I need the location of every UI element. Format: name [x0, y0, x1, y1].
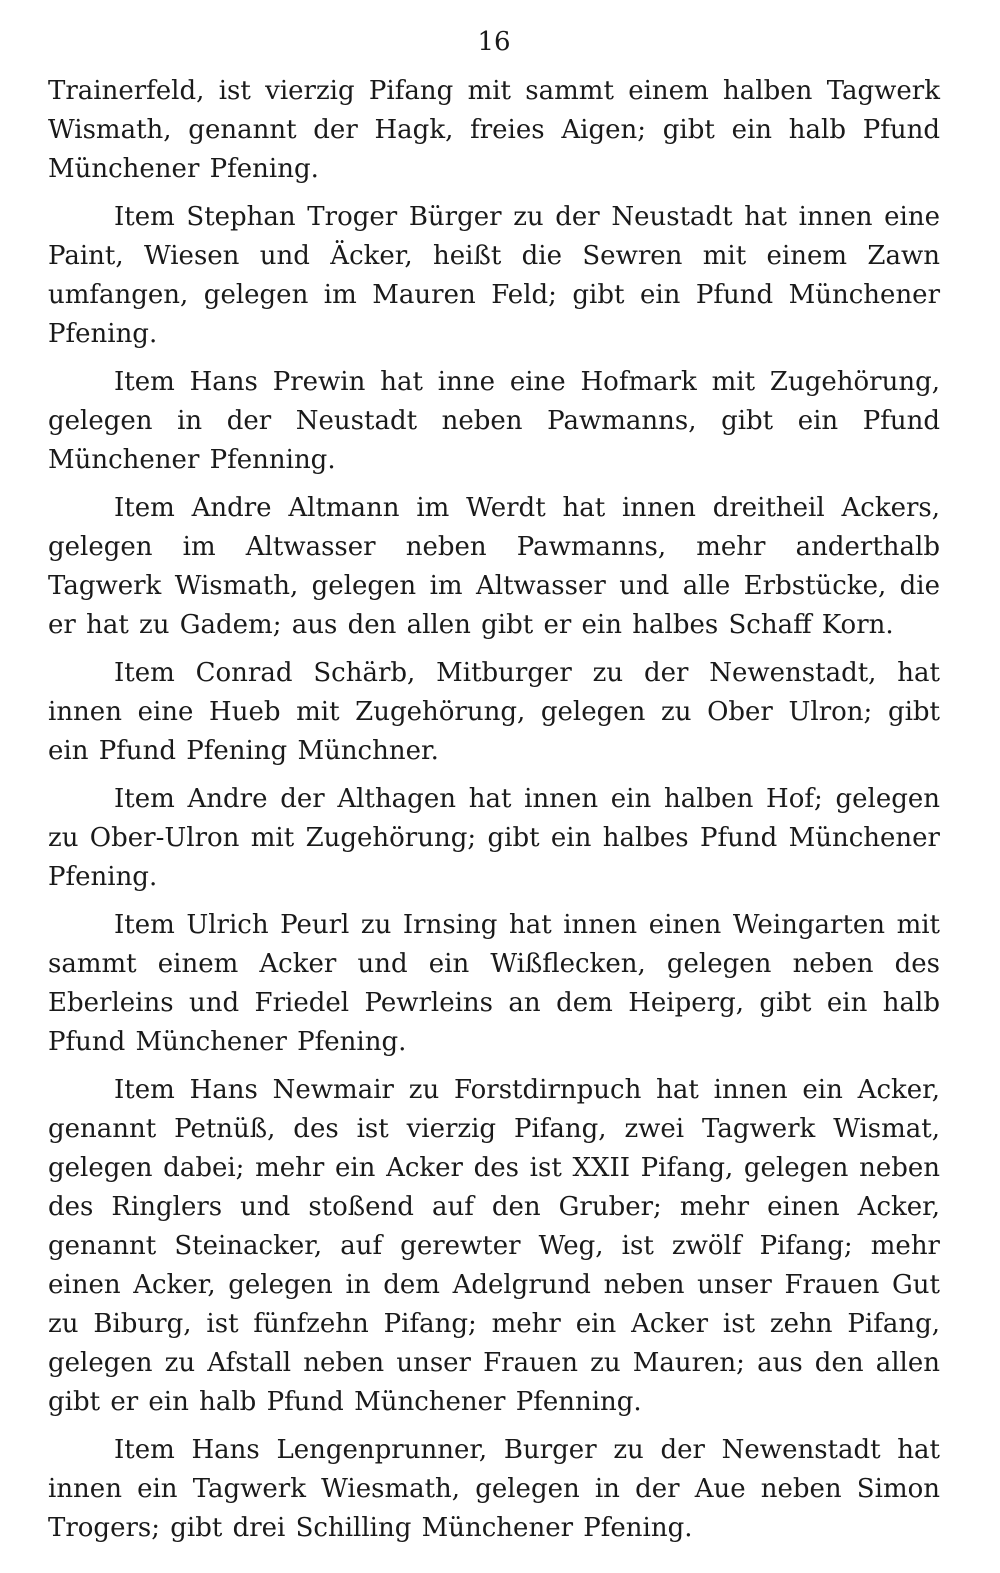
- paragraph-stephan-troger: Item Stephan Troger Bürger zu der Neustadt hat innen eine Paint, Wiesen und Äcker, heißt die Sewren mit einem Zawn umfangen, gelegen im Mauren Feld; gibt ein Pfund Münchener Pfening.: [48, 202, 940, 349]
- paragraph-conrad-scharb: Item Conrad Schärb, Mitburger zu der Newenstadt, hat innen eine Hueb mit Zugehörung, gelegen zu Ober Ulron; gibt ein Pfund Pfening Münchner.: [48, 658, 940, 766]
- paragraph-hans-lengenprunner: Item Hans Lengenprunner, Burger zu der Newenstadt hat innen ein Tagwerk Wiesmath, gelegen in der Aue neben Simon Trogers; gibt drei Schilling Münchener Pfening.: [48, 1435, 940, 1543]
- paragraph-trainerfeld: Trainerfeld, ist vierzig Pifang mit sammt einem halben Tagwerk Wismath, genannt der Hagk, freies Aigen; gibt ein halb Pfund Münchener Pfening.: [48, 76, 940, 184]
- paragraph-ulrich-peurl: Item Ulrich Peurl zu Irnsing hat innen einen Weingarten mit sammt einem Acker und ein Wißflecken, gelegen neben des Eberleins und Friedel Pewrleins an dem Heiperg, gibt ein halb Pfund Münchener Pfening.: [48, 910, 940, 1057]
- document-page: [48, 22, 940, 1557]
- paragraph-andre-altmann: Item Andre Altmann im Werdt hat innen dreitheil Ackers, gelegen im Altwasser neben Pawmanns, mehr anderthalb Tagwerk Wismath, gelegen im Altwasser und alle Erbstücke, die er hat zu Gadem; aus den allen gibt er ein halbes Schaff Korn.: [48, 493, 940, 640]
- paragraph-andre-althagen: Item Andre der Althagen hat innen ein halben Hof; gelegen zu Ober-Ulron mit Zugehörung; gibt ein halbes Pfund Münchener Pfening.: [48, 784, 940, 892]
- page-number: 16: [477, 27, 511, 57]
- paragraph-hans-newmair: Item Hans Newmair zu Forstdirnpuch hat innen ein Acker, genannt Petnüß, des ist vierzig Pifang, zwei Tagwerk Wismat, gelegen dabei; mehr ein Acker des ist XXII Pifang, gelegen neben des Ringlers und stoßend auf den Gruber; mehr einen Acker, genannt Steinacker, auf gerewter Weg, ist zwölf Pifang; mehr einen Acker, gelegen in dem Adelgrund neben unser Frauen Gut zu Biburg, ist fünfzehn Pifang; mehr ein Acker ist zehn Pifang, gelegen zu Afstall neben unser Frauen zu Mauren; aus den allen gibt er ein halb Pfund Münchener Pfenning.: [48, 1075, 940, 1417]
- paragraph-hans-prewin: Item Hans Prewin hat inne eine Hofmark mit Zugehörung, gelegen in der Neustadt neben Pawmanns, gibt ein Pfund Münchener Pfenning.: [48, 367, 940, 475]
